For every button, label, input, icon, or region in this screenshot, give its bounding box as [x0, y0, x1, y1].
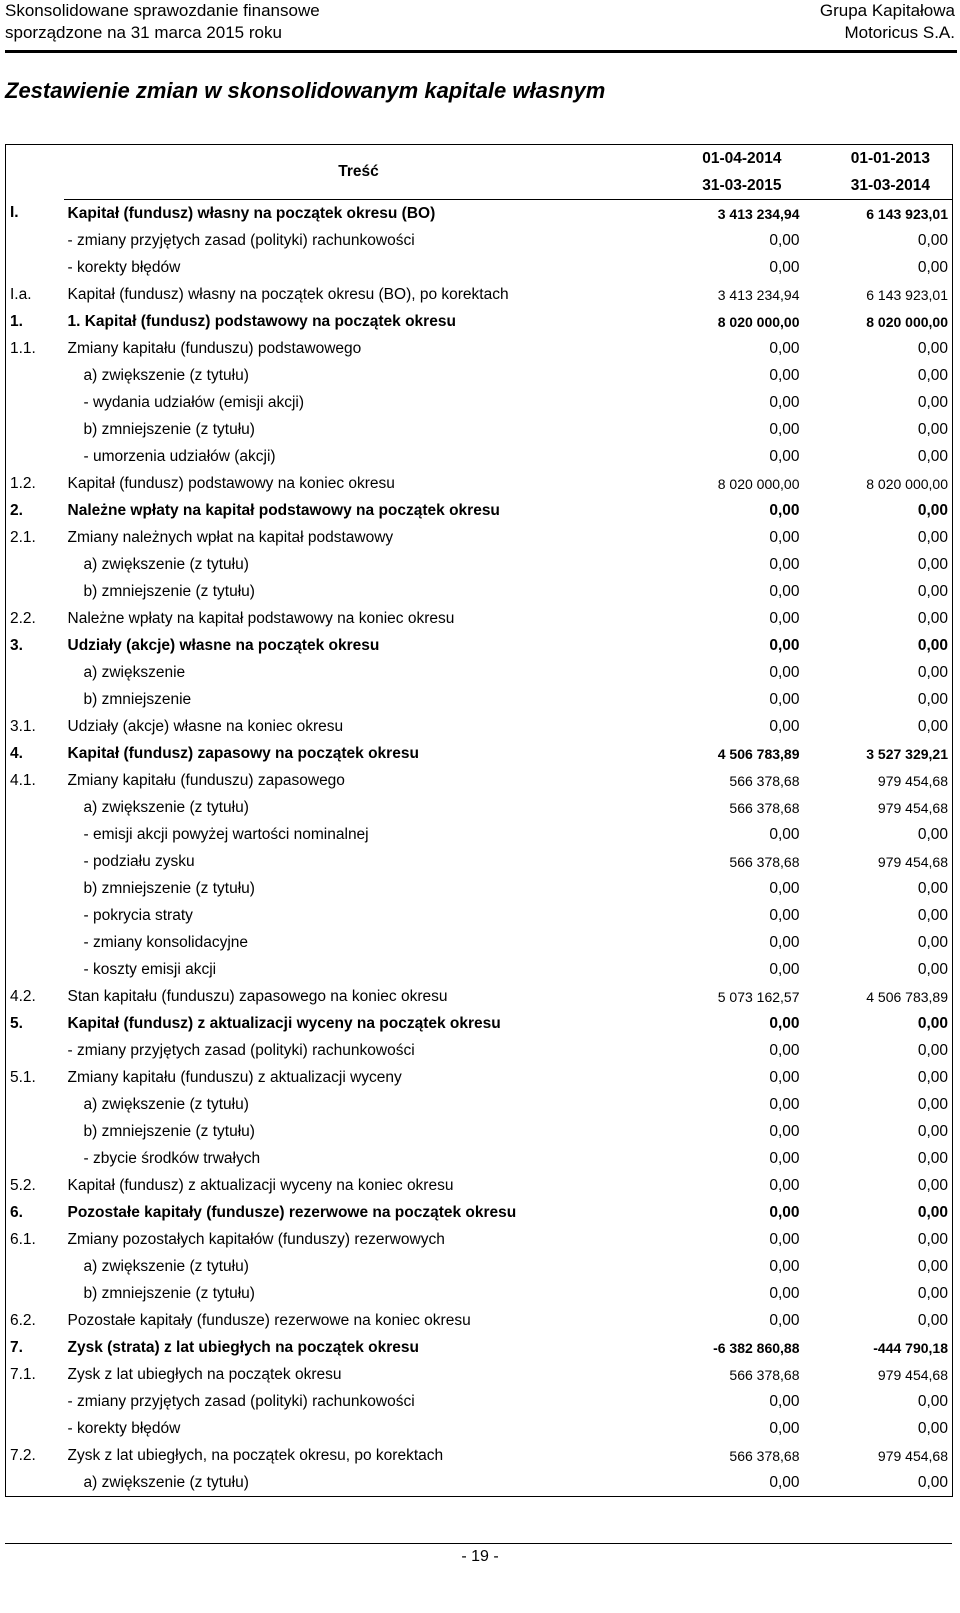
table-row	[6, 227, 953, 254]
row-number	[6, 389, 64, 416]
row-label: - zbycie środków trwałych	[83, 1149, 261, 1167]
table-row	[6, 1388, 953, 1415]
row-number	[6, 794, 64, 821]
value-period2: -444 790,18	[873, 1339, 948, 1356]
value-period2: 4 506 783,89	[866, 988, 948, 1005]
value-period1: 0,00	[769, 1257, 800, 1275]
table-row	[6, 308, 953, 335]
header-right	[820, 0, 955, 44]
value-period1: 0,00	[769, 339, 800, 357]
row-label: - koszty emisji akcji	[83, 960, 217, 978]
value-period1: 0,00	[769, 879, 800, 897]
value-period1: 0,00	[769, 1122, 800, 1140]
row-number	[6, 659, 64, 686]
value-period2: 0,00	[917, 1014, 948, 1032]
table-row	[6, 1280, 953, 1307]
table-row	[6, 1226, 953, 1253]
value-period2: 0,00	[917, 636, 948, 654]
value-period1: 0,00	[769, 1014, 800, 1032]
row-label: Pozostałe kapitały (fundusze) rezerwowe na koniec okresu	[67, 1311, 471, 1329]
header-doc-title: Skonsolidowane sprawozdanie finansowe	[5, 1, 320, 20]
value-period1: 0,00	[769, 1041, 800, 1059]
row-number	[6, 1118, 64, 1145]
period1-from: 01-04-2014	[702, 149, 782, 167]
value-period1: 3 413 234,94	[717, 205, 800, 222]
row-number: 4.	[10, 744, 23, 762]
value-period1: 0,00	[769, 1149, 800, 1167]
row-number	[6, 578, 64, 605]
table-row	[6, 1415, 953, 1442]
page-title: Zestawienie zmian w skonsolidowanym kapitale własnym	[5, 78, 606, 103]
value-period1: 0,00	[769, 1284, 800, 1302]
row-number	[6, 416, 64, 443]
table-row	[6, 1010, 953, 1037]
value-period2: 0,00	[917, 1257, 948, 1275]
value-period1: 5 073 162,57	[717, 988, 800, 1005]
value-period2: 8 020 000,00	[866, 475, 948, 492]
row-number: 4.1.	[10, 771, 36, 789]
table-row	[6, 686, 953, 713]
value-period2: 0,00	[917, 555, 948, 573]
value-period1: 0,00	[769, 1176, 800, 1194]
row-number	[6, 1415, 64, 1442]
value-period1: 0,00	[769, 636, 800, 654]
table-row	[6, 983, 953, 1010]
row-label: Należne wpłaty na kapitał podstawowy na początek okresu	[67, 501, 500, 519]
value-period1: 0,00	[769, 393, 800, 411]
table-row	[6, 659, 953, 686]
row-label: Zmiany kapitału (funduszu) podstawowego	[67, 339, 362, 357]
row-label: a) zwiększenie (z tytułu)	[83, 366, 249, 384]
row-label: Kapitał (fundusz) z aktualizacji wyceny na koniec okresu	[67, 1176, 454, 1194]
row-number	[6, 821, 64, 848]
row-number: 6.	[10, 1203, 23, 1221]
value-period2: 6 143 923,01	[866, 205, 948, 222]
column-header-tresc: Treść	[64, 145, 654, 200]
row-label: b) zmniejszenie	[83, 690, 192, 708]
row-number	[6, 254, 64, 281]
value-period2: 0,00	[917, 906, 948, 924]
value-period1: 0,00	[769, 1311, 800, 1329]
table-row	[6, 1307, 953, 1334]
table-row	[6, 713, 953, 740]
row-label: Zysk (strata) z lat ubiegłych na początek okresu	[67, 1338, 419, 1356]
row-label: Kapitał (fundusz) własny na początek okresu (BO)	[67, 204, 436, 222]
row-number	[6, 1037, 64, 1064]
table-row	[6, 200, 953, 228]
value-period2: 0,00	[917, 1176, 948, 1194]
value-period2: 0,00	[917, 1392, 948, 1410]
row-label: Zmiany pozostałych kapitałów (funduszy) rezerwowych	[67, 1230, 445, 1248]
value-period2: 0,00	[917, 1284, 948, 1302]
row-label: a) zwiększenie (z tytułu)	[83, 555, 249, 573]
row-label: b) zmniejszenie (z tytułu)	[83, 879, 255, 897]
value-period2: 0,00	[917, 258, 948, 276]
row-label: Udziały (akcje) własne na początek okresu	[67, 636, 380, 654]
row-label: Zmiany kapitału (funduszu) z aktualizacji wyceny	[67, 1068, 402, 1086]
value-period1: 0,00	[769, 717, 800, 735]
value-period1: 0,00	[769, 231, 800, 249]
equity-changes-table	[5, 144, 953, 1497]
table-row	[6, 821, 953, 848]
value-period1: 0,00	[769, 1203, 800, 1221]
row-label: - zmiany przyjętych zasad (polityki) rachunkowości	[67, 1041, 415, 1059]
period1-to: 31-03-2015	[654, 172, 804, 200]
value-period1: 566 378,68	[729, 853, 800, 870]
table-row	[6, 794, 953, 821]
value-period1: 0,00	[769, 366, 800, 384]
row-label: Zysk z lat ubiegłych na początek okresu	[67, 1365, 342, 1383]
row-label: 1. Kapitał (fundusz) podstawowy na początek okresu	[67, 312, 456, 330]
row-number: 1.1.	[10, 339, 36, 357]
value-period1: 0,00	[769, 906, 800, 924]
table-row	[6, 1334, 953, 1361]
value-period2: 0,00	[917, 339, 948, 357]
row-label: a) zwiększenie (z tytułu)	[83, 1473, 249, 1491]
table-row	[6, 956, 953, 983]
value-period1: 0,00	[769, 582, 800, 600]
value-period2: 0,00	[917, 690, 948, 708]
row-number	[6, 875, 64, 902]
value-period1: 566 378,68	[729, 772, 800, 789]
value-period2: 0,00	[917, 420, 948, 438]
value-period1: 0,00	[769, 528, 800, 546]
value-period1: 4 506 783,89	[717, 745, 800, 762]
value-period2: 0,00	[917, 1095, 948, 1113]
value-period1: 0,00	[769, 933, 800, 951]
value-period1: 0,00	[769, 960, 800, 978]
table-row	[6, 1037, 953, 1064]
value-period1: 0,00	[769, 258, 800, 276]
row-number: 6.1.	[10, 1230, 36, 1248]
period2-to: 31-03-2014	[804, 172, 953, 200]
row-number	[6, 227, 64, 254]
row-label: Zysk z lat ubiegłych, na początek okresu, po korektach	[67, 1446, 444, 1464]
value-period1: 0,00	[769, 501, 800, 519]
row-label: a) zwiększenie	[83, 663, 186, 681]
value-period2: 0,00	[917, 717, 948, 735]
value-period1: 0,00	[769, 447, 800, 465]
value-period1: 8 020 000,00	[717, 313, 800, 330]
row-label: Zmiany kapitału (funduszu) zapasowego	[67, 771, 345, 789]
table-row	[6, 1118, 953, 1145]
value-period1: 0,00	[769, 1095, 800, 1113]
row-number	[6, 1253, 64, 1280]
table-row	[6, 1145, 953, 1172]
row-number	[6, 902, 64, 929]
value-period2: 979 454,68	[877, 799, 948, 816]
row-label: b) zmniejszenie (z tytułu)	[83, 420, 255, 438]
value-period1: 0,00	[769, 1230, 800, 1248]
row-number	[6, 929, 64, 956]
value-period1: 0,00	[769, 555, 800, 573]
row-number: 2.	[10, 501, 23, 519]
table-row	[6, 470, 953, 497]
value-period1: 0,00	[769, 1068, 800, 1086]
row-label: Udziały (akcje) własne na koniec okresu	[67, 717, 344, 735]
row-label: b) zmniejszenie (z tytułu)	[83, 1284, 255, 1302]
table-row	[6, 443, 953, 470]
row-number	[6, 1388, 64, 1415]
row-number: I.a.	[10, 285, 32, 303]
table-row	[6, 578, 953, 605]
value-period2: 0,00	[917, 1122, 948, 1140]
table-row	[6, 551, 953, 578]
table-row	[6, 362, 953, 389]
value-period2: 0,00	[917, 231, 948, 249]
value-period2: 0,00	[917, 1203, 948, 1221]
row-number	[6, 956, 64, 983]
row-label: - zmiany przyjętych zasad (polityki) rachunkowości	[67, 1392, 415, 1410]
value-period1: 566 378,68	[729, 799, 800, 816]
value-period2: 0,00	[917, 933, 948, 951]
table-row	[6, 416, 953, 443]
row-label: - zmiany konsolidacyjne	[83, 933, 249, 951]
value-period2: 0,00	[917, 393, 948, 411]
row-label: - umorzenia udziałów (akcji)	[83, 447, 276, 465]
row-label: - korekty błędów	[67, 1419, 181, 1437]
row-label: Kapitał (fundusz) z aktualizacji wyceny na początek okresu	[67, 1014, 501, 1032]
footer-divider	[5, 1543, 952, 1544]
table-row	[6, 1442, 953, 1469]
row-number	[6, 1091, 64, 1118]
row-number	[6, 443, 64, 470]
row-number: I.	[10, 204, 19, 222]
row-number	[6, 1469, 64, 1497]
row-label: - pokrycia straty	[83, 906, 193, 924]
value-period1: 0,00	[769, 1473, 800, 1491]
row-number	[6, 362, 64, 389]
value-period2: 0,00	[917, 501, 948, 519]
value-period2: 8 020 000,00	[866, 313, 948, 330]
value-period2: 0,00	[917, 582, 948, 600]
value-period2: 0,00	[917, 960, 948, 978]
value-period1: 0,00	[769, 825, 800, 843]
header-divider	[5, 50, 957, 53]
row-number: 7.	[10, 1338, 23, 1356]
value-period2: 0,00	[917, 1230, 948, 1248]
row-number: 2.2.	[10, 609, 36, 627]
row-label: b) zmniejszenie (z tytułu)	[83, 582, 255, 600]
value-period2: 0,00	[917, 879, 948, 897]
value-period2: 0,00	[917, 528, 948, 546]
row-number	[6, 1145, 64, 1172]
value-period1: 0,00	[769, 663, 800, 681]
header-doc-date: sporządzone na 31 marca 2015 roku	[5, 23, 282, 42]
value-period2: 0,00	[917, 609, 948, 627]
table-row	[6, 524, 953, 551]
value-period2: 979 454,68	[877, 772, 948, 789]
value-period1: 3 413 234,94	[717, 286, 800, 303]
table-row	[6, 632, 953, 659]
row-label: - zmiany przyjętych zasad (polityki) rachunkowości	[67, 231, 415, 249]
row-number: 5.2.	[10, 1176, 36, 1194]
value-period1: 0,00	[769, 420, 800, 438]
table-row	[6, 389, 953, 416]
value-period2: 0,00	[917, 447, 948, 465]
value-period1: 0,00	[769, 1419, 800, 1437]
value-period2: 979 454,68	[877, 853, 948, 870]
value-period2: 0,00	[917, 1419, 948, 1437]
row-number: 3.	[10, 636, 23, 654]
value-period2: 0,00	[917, 1473, 948, 1491]
value-period2: 0,00	[917, 366, 948, 384]
row-label: a) zwiększenie (z tytułu)	[83, 798, 249, 816]
period2-from: 01-01-2013	[850, 149, 930, 167]
value-period1: 0,00	[769, 690, 800, 708]
table-row	[6, 848, 953, 875]
row-label: Zmiany należnych wpłat na kapitał podstawowy	[67, 528, 394, 546]
table-row	[6, 281, 953, 308]
row-number: 1.2.	[10, 474, 36, 492]
row-label: - podziału zysku	[83, 852, 195, 870]
table-row	[6, 1199, 953, 1226]
value-period2: 0,00	[917, 1149, 948, 1167]
header-left	[5, 0, 320, 44]
value-period2: 6 143 923,01	[866, 286, 948, 303]
value-period2: 0,00	[917, 1041, 948, 1059]
row-label: Należne wpłaty na kapitał podstawowy na koniec okresu	[67, 609, 455, 627]
row-number: 4.2.	[10, 987, 36, 1005]
table-row	[6, 902, 953, 929]
table-row	[6, 1253, 953, 1280]
table-row	[6, 1469, 953, 1497]
row-number: 3.1.	[10, 717, 36, 735]
row-number: 5.	[10, 1014, 23, 1032]
row-label: Stan kapitału (funduszu) zapasowego na koniec okresu	[67, 987, 448, 1005]
value-period1: 8 020 000,00	[717, 475, 800, 492]
value-period2: 0,00	[917, 1311, 948, 1329]
value-period1: 566 378,68	[729, 1366, 800, 1383]
row-label: a) zwiększenie (z tytułu)	[83, 1257, 249, 1275]
row-label: Kapitał (fundusz) własny na początek okresu (BO), po korektach	[67, 285, 509, 303]
table-row	[6, 335, 953, 362]
row-number	[6, 551, 64, 578]
table-row	[6, 1064, 953, 1091]
row-number: 5.1.	[10, 1068, 36, 1086]
table-row	[6, 740, 953, 767]
value-period1: -6 382 860,88	[713, 1339, 800, 1356]
value-period2: 3 527 329,21	[866, 745, 948, 762]
row-label: Kapitał (fundusz) podstawowy na koniec okresu	[67, 474, 395, 492]
row-number	[6, 848, 64, 875]
row-label: a) zwiększenie (z tytułu)	[83, 1095, 249, 1113]
table-row	[6, 605, 953, 632]
table-row	[6, 254, 953, 281]
row-number: 1.	[10, 312, 23, 330]
row-number	[6, 686, 64, 713]
value-period1: 0,00	[769, 1392, 800, 1410]
row-number: 7.1.	[10, 1365, 36, 1383]
row-number: 7.2.	[10, 1446, 36, 1464]
value-period2: 0,00	[917, 1068, 948, 1086]
row-number: 2.1.	[10, 528, 36, 546]
table-row	[6, 1361, 953, 1388]
value-period2: 0,00	[917, 825, 948, 843]
table-header-row	[6, 145, 953, 173]
table-row	[6, 1172, 953, 1199]
row-label: - wydania udziałów (emisji akcji)	[83, 393, 305, 411]
row-label: b) zmniejszenie (z tytułu)	[83, 1122, 255, 1140]
table-row	[6, 497, 953, 524]
table-row	[6, 929, 953, 956]
row-number: 6.2.	[10, 1311, 36, 1329]
row-number	[6, 1280, 64, 1307]
table-row	[6, 767, 953, 794]
row-label: - emisji akcji powyżej wartości nominalnej	[83, 825, 369, 843]
value-period2: 979 454,68	[877, 1447, 948, 1464]
table-row	[6, 1091, 953, 1118]
value-period1: 566 378,68	[729, 1447, 800, 1464]
page-number: - 19 -	[461, 1548, 499, 1565]
header-company-name: Motoricus S.A.	[844, 23, 955, 42]
value-period2: 979 454,68	[877, 1366, 948, 1383]
value-period2: 0,00	[917, 663, 948, 681]
value-period1: 0,00	[769, 609, 800, 627]
header-group-name: Grupa Kapitałowa	[819, 1, 955, 20]
row-label: - korekty błędów	[67, 258, 181, 276]
table-row	[6, 875, 953, 902]
row-label: Pozostałe kapitały (fundusze) rezerwowe na początek okresu	[67, 1203, 517, 1221]
row-label: Kapitał (fundusz) zapasowy na początek okresu	[67, 744, 419, 762]
